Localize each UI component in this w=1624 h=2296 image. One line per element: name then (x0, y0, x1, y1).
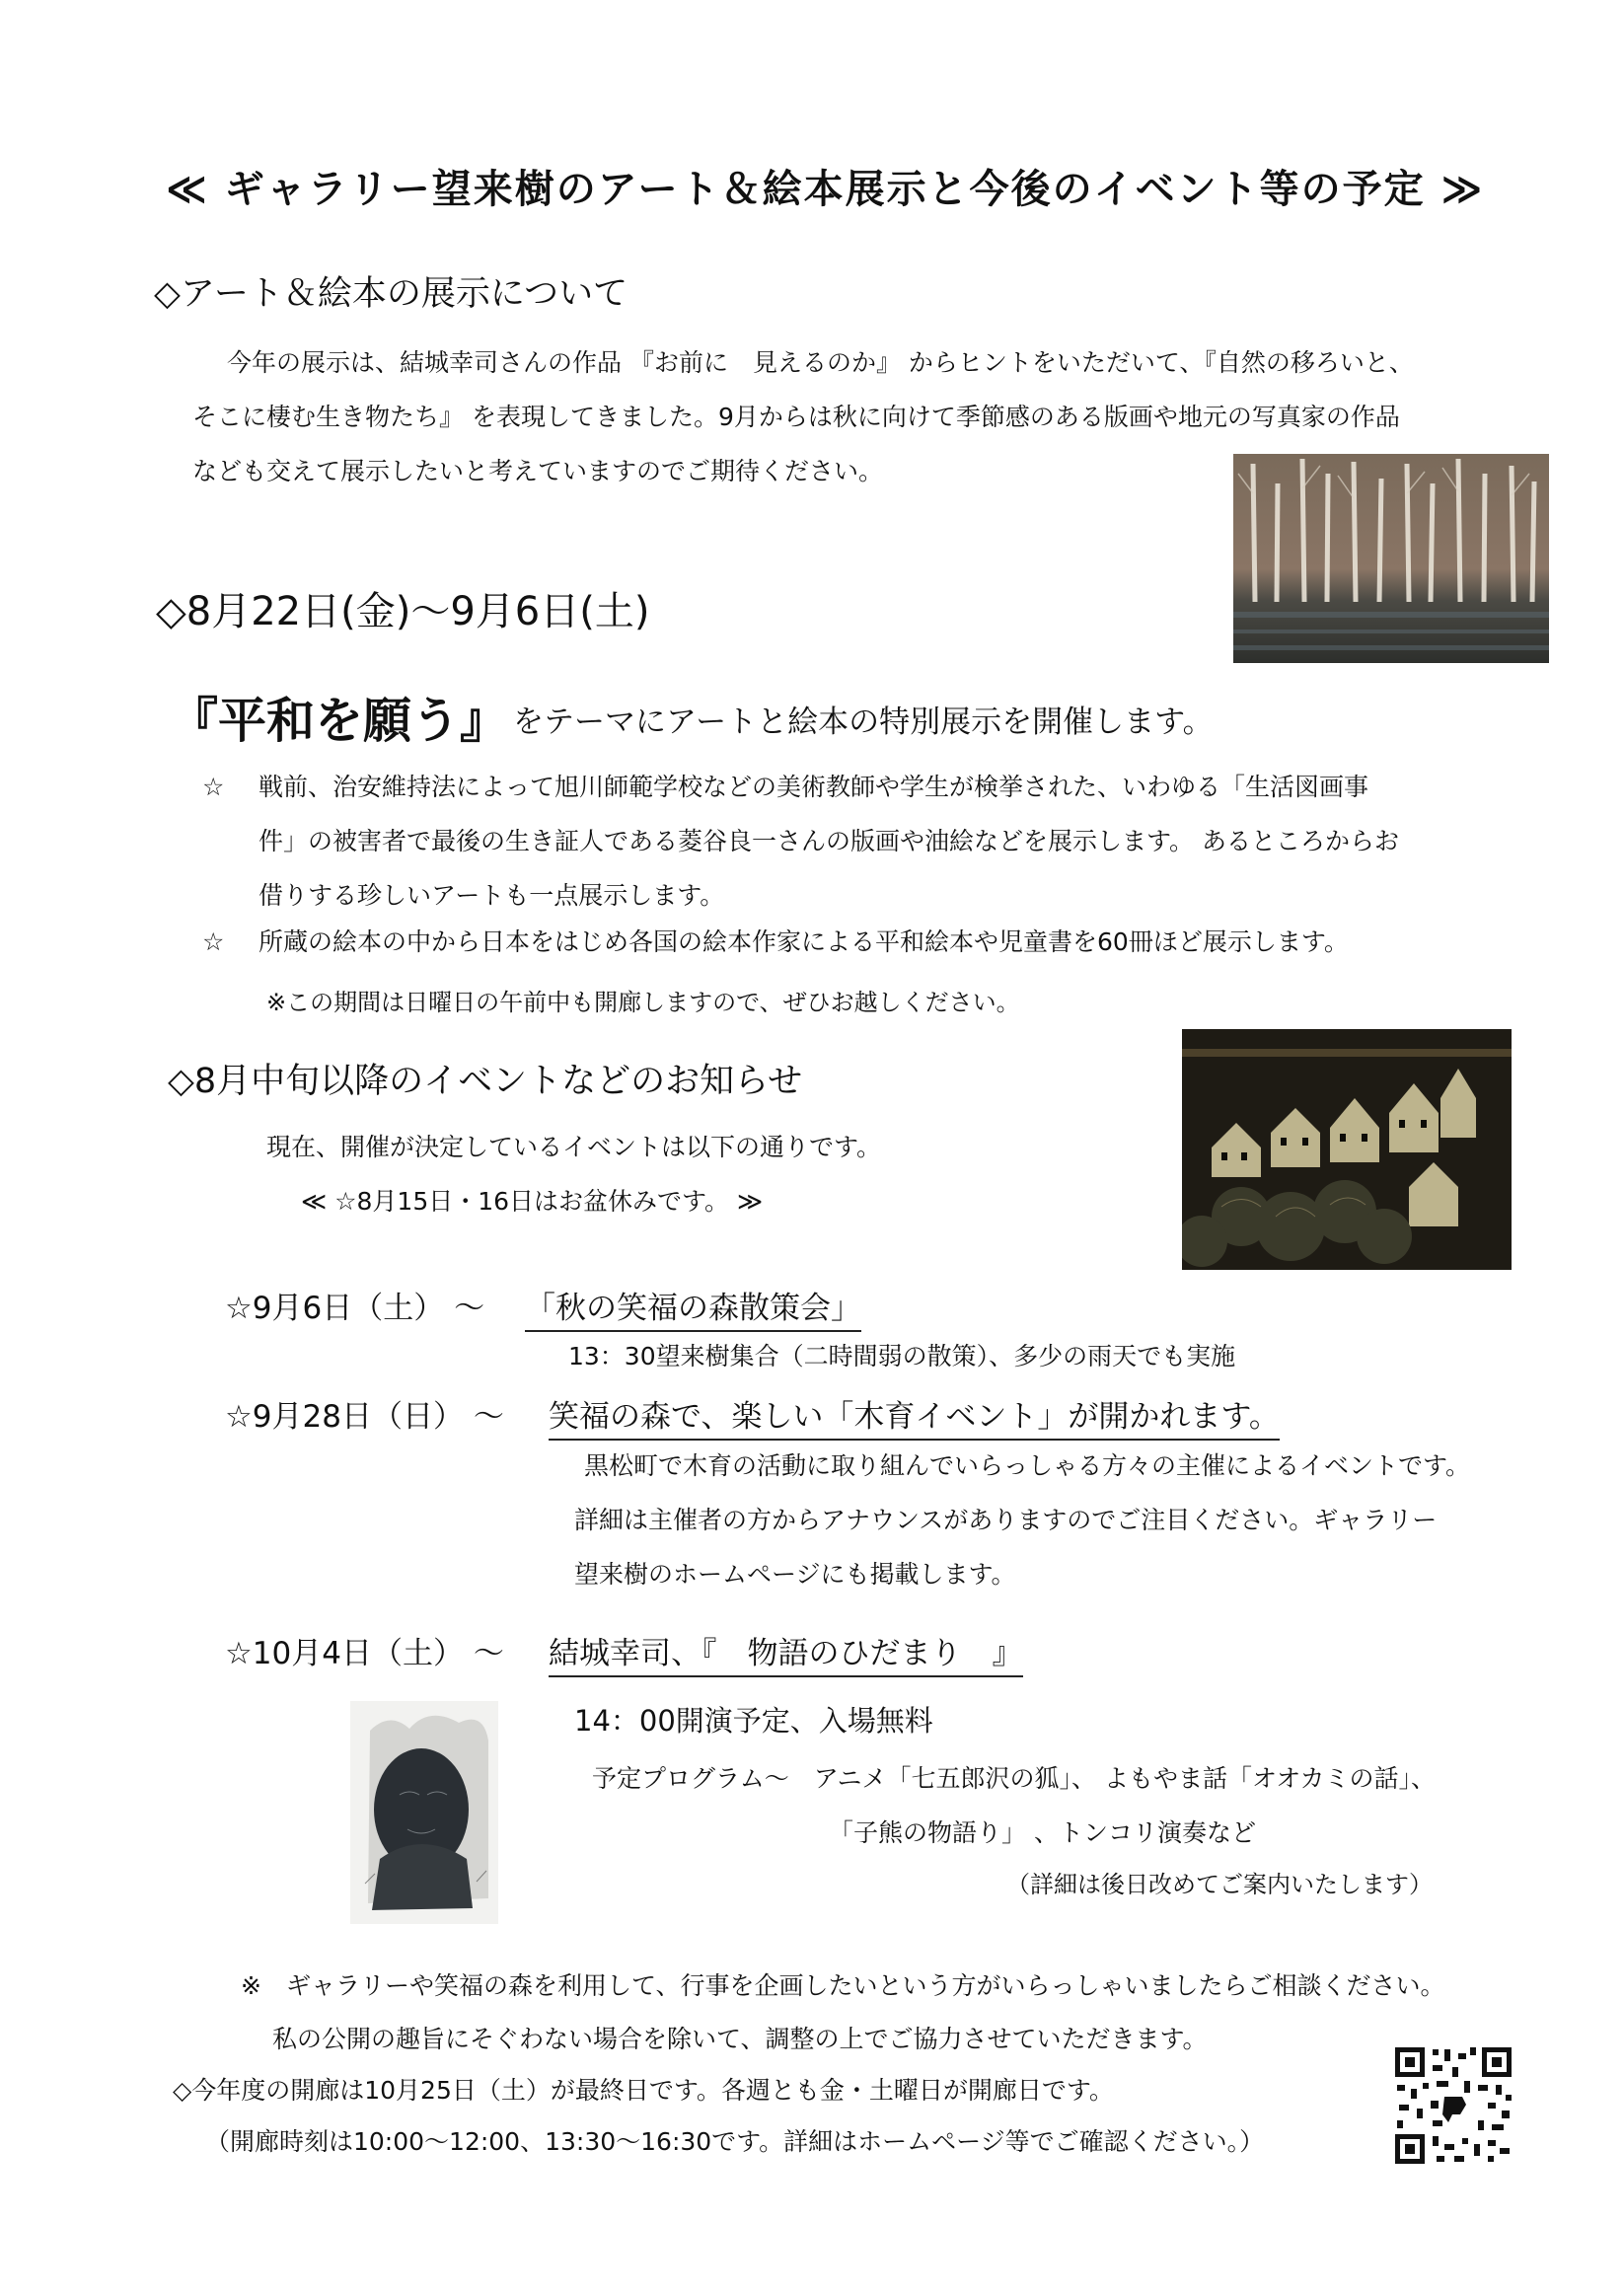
event-detail: 14：00開演予定、入場無料 (574, 1704, 933, 1738)
closing-notice: ◇今年度の開廊は10月25日（土）が最終日です。各週とも金・土曜日が開廊日です。 (173, 2076, 1114, 2105)
bullet-line: 借りする珍しいアートも一点展示します。 (258, 881, 725, 910)
event-detail: 「子熊の物語り」 、トンコリ演奏など (829, 1818, 1256, 1847)
art-section-heading: ◇アート＆絵本の展示について (154, 274, 628, 314)
events-intro: 現在、開催が決定しているイベントは以下の通りです。 (266, 1133, 882, 1161)
event-detail: （詳細は後日改めてご案内いたします） (1006, 1871, 1433, 1898)
bullet-line: 所蔵の絵本の中から日本をはじめ各国の絵本作家による平和絵本や児童書を60冊ほど展示します。 (258, 927, 1349, 956)
event-detail: 黒松町で木育の活動に取り組んでいらっしゃる方々の主催によるイベントです。 (584, 1451, 1471, 1480)
bullet-star: ☆ (202, 773, 225, 801)
footer-note: 私の公開の趣旨にそぐわない場合を除いて、調整の上でご協力させていただきます。 (272, 2025, 1208, 2053)
footer-note: ※ ギャラリーや笑福の森を利用して、行事を企画したいという方がいらっしゃいましたらご相談ください。 (241, 1971, 1445, 2000)
special-exhibit-dates: ◇8月22日(金)～9月6日(土) (156, 589, 650, 634)
special-exhibit-note: ※この期間は日曜日の午前中も開廊しますので、ぜひお越しください。 (266, 989, 1020, 1016)
art-section-line: なども交えて展示したいと考えていますのでご期待ください。 (192, 457, 884, 485)
event-date: ☆9月6日（土） ～ (225, 1291, 485, 1326)
opening-hours: （開廊時刻は10:00～12:00、13:30～16:30です。詳細はホームページ等でご確認ください。） (205, 2127, 1265, 2156)
event-detail: 13：30望来樹集合（二時間弱の散策）、多少の雨天でも実施 (568, 1342, 1236, 1370)
special-exhibit-theme-rest: をテーマにアートと絵本の特別展示を開催します。 (513, 704, 1214, 740)
bullet-line: 件」の被害者で最後の生き証人である菱谷良一さんの版画や油絵などを展示します。 あるところからお (258, 827, 1399, 855)
special-exhibit-theme: 『平和を願う』 (170, 693, 509, 749)
page-title: ≪ ギャラリー望来樹のアート＆絵本展示と今後のイベント等の予定 ≫ (166, 167, 1485, 212)
art-section-line: 今年の展示は、結城幸司さんの作品 『お前に 見えるのか』 からヒントをいただいて、『自然の移ろいと、 (227, 348, 1414, 377)
event-date: ☆10月4日（土） ～ (225, 1636, 504, 1671)
bullet-star: ☆ (202, 927, 225, 956)
event-detail: 望来樹のホームページにも掲載します。 (574, 1560, 1016, 1589)
bullet-line: 戦前、治安維持法によって旭川師範学校などの美術教師や学生が検挙された、いわゆる「生活図画事 (258, 773, 1369, 801)
event-title: 「秋の笑福の森散策会」 (525, 1283, 861, 1332)
forest-painting-image (1233, 454, 1549, 663)
event-detail: 予定プログラム～ アニメ「七五郎沢の狐」、 よもやま話「オオカミの話」、 (592, 1764, 1436, 1793)
event-detail: 詳細は主催者の方からアナウンスがありますのでご注目ください。ギャラリー (574, 1506, 1438, 1534)
town-print-image (1182, 1029, 1512, 1270)
figure-print-image (350, 1701, 498, 1924)
qr-code-image[interactable] (1393, 2045, 1513, 2166)
event-title: 結城幸司、『 物語のひだまり 』 (549, 1628, 1023, 1677)
events-section-heading: ◇8月中旬以降のイベントなどのお知らせ (168, 1062, 803, 1101)
event-date: ☆9月28日（日） ～ (225, 1399, 504, 1435)
art-section-line: そこに棲む生き物たち』 を表現してきました。9月からは秋に向けて季節感のある版画や地元の写真家の作品 (192, 403, 1400, 431)
event-title: 笑福の森で、楽しい「木育イベント」が開かれます。 (549, 1391, 1280, 1441)
obon-notice: ≪ ☆8月15日・16日はお盆休みです。 ≫ (301, 1187, 764, 1216)
